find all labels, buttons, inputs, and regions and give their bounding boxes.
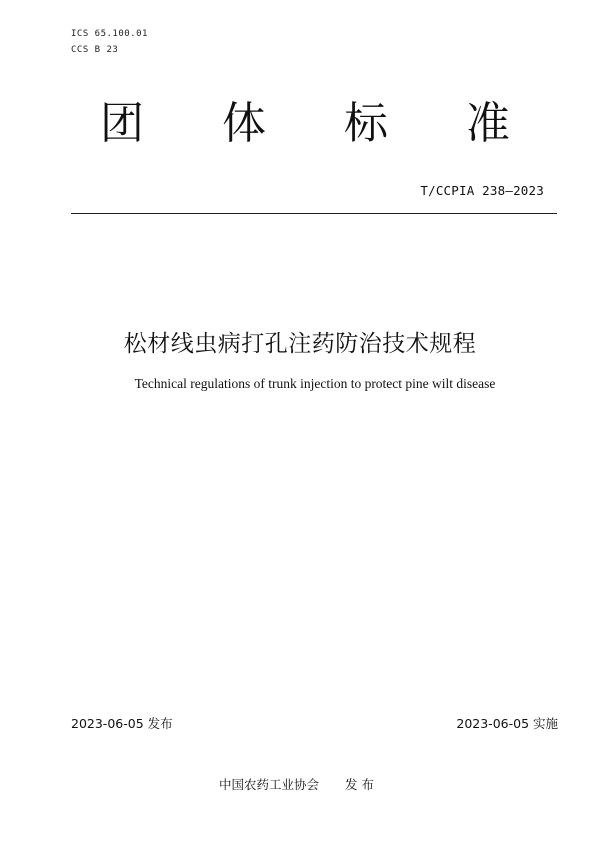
standard-type-char: 准	[466, 98, 510, 149]
standard-type-char: 标	[344, 98, 388, 149]
implementation-date: 2023-06-05 实施	[456, 716, 558, 731]
ccs-code: CCS B 23	[71, 45, 119, 55]
publisher-line	[219, 775, 374, 793]
document-title-chinese: 松材线虫病打孔注药防治技术规程	[123, 331, 477, 357]
document-title-english: Technical regulations of trunk injection to protect pine wilt disease	[134, 376, 496, 391]
header-divider	[71, 213, 557, 214]
standard-number: T/CCPIA 238—2023	[420, 183, 544, 198]
standard-type-char: 体	[222, 98, 266, 149]
publish-label: 发 布	[345, 777, 374, 792]
issue-date: 2023-06-05 发布	[71, 716, 173, 731]
publisher-name: 中国农药工业协会	[219, 777, 320, 792]
ics-code: ICS 65.100.01	[71, 29, 148, 39]
standard-type-heading	[100, 96, 510, 152]
standard-type-char: 团	[100, 98, 144, 149]
